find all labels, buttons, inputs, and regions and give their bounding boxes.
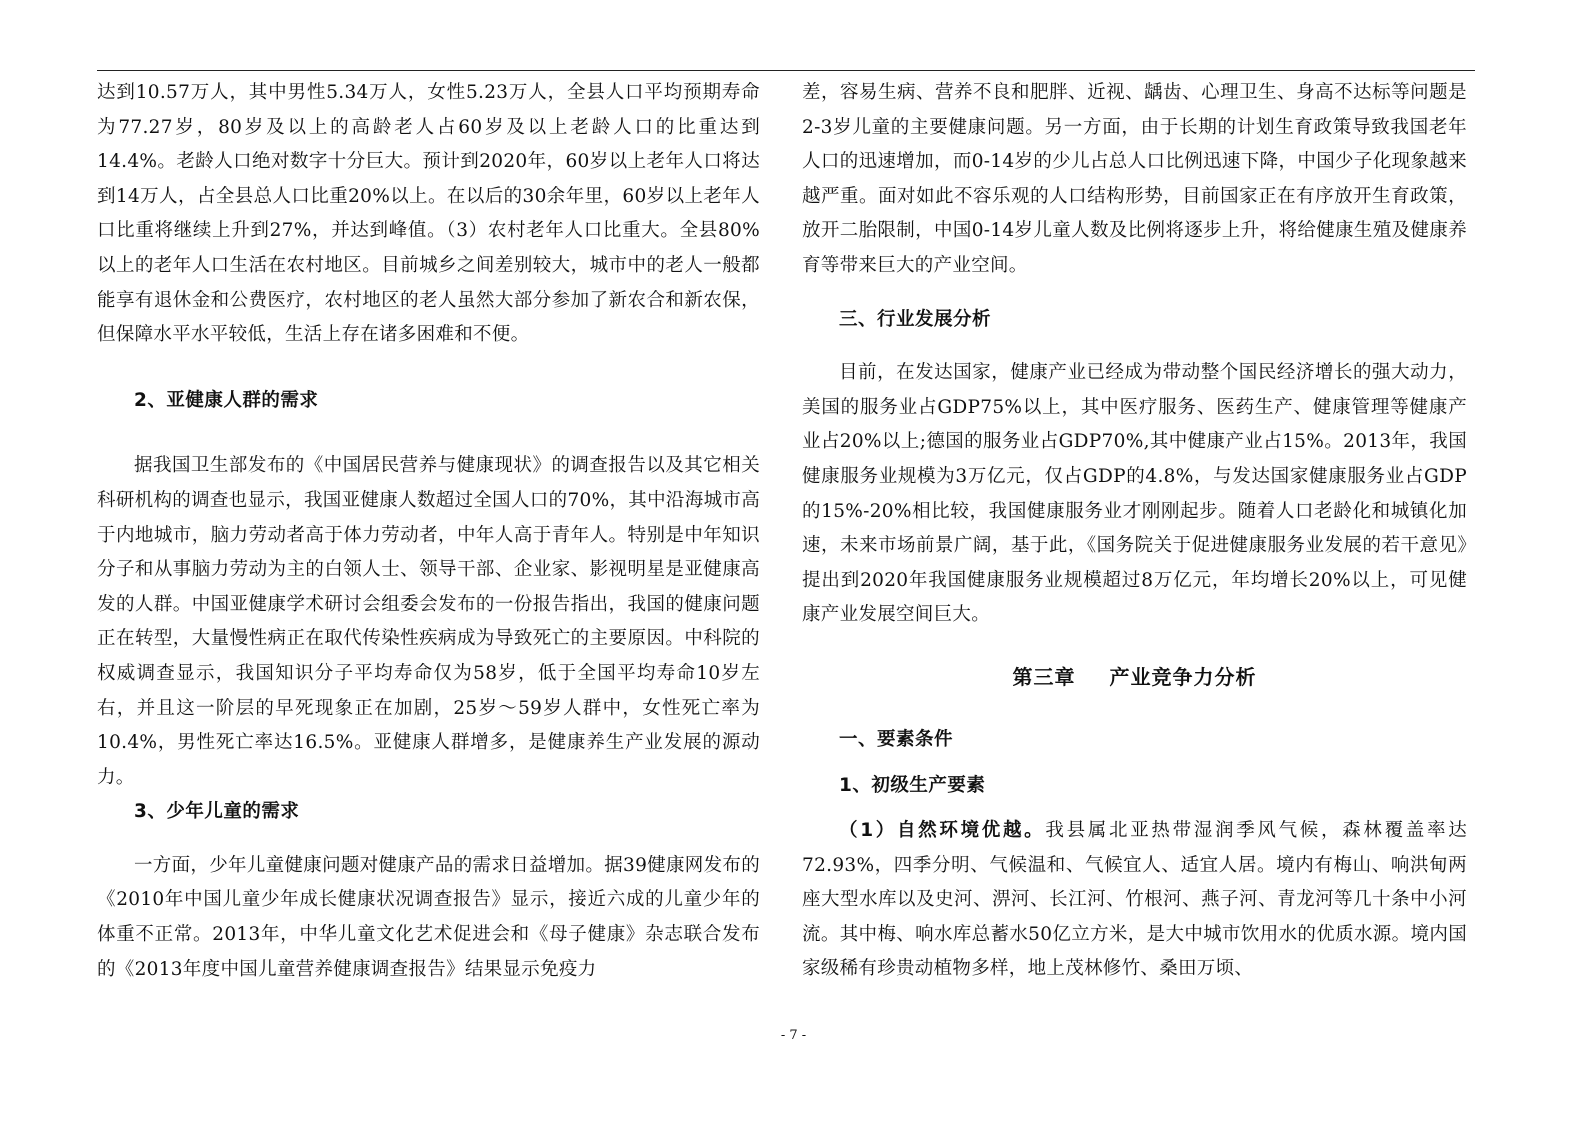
chapter-title [802,660,1467,694]
right-column [802,76,1467,987]
heading-children-demand: 3、少年儿童的需求 [134,801,300,823]
spacer [97,830,760,849]
spacer [802,337,1467,356]
spacer [802,694,1467,723]
paragraph-industry: 目前，在发达国家，健康产业已经成为带动整个国民经济增长的强大动力，美国的服务业占GDP75%以上，其中医疗服务、医药生产、健康管理等健康产业占20%以上;德国的服务业占GDP70%,其中健康产业占15%。2013年，我国健康服务业规模为3万亿元，仅占GDP的4.8%，与发达国家健康服务业占GDP的15%-20%相比较，我国健康服务业才刚刚起步。随着人口老龄化和城镇化加速，未来市场前景广阔，基于此，《国务院关于促进健康服务业发展的若干意见》提出到2020年我国健康服务业规模超过8万亿元，年均增长20%以上，可见健康产业发展空间巨大。 [802,362,1467,626]
left-column [97,76,760,987]
spacer [97,418,760,449]
lead-natural-environment: （1）自然环境优越。 [839,820,1046,842]
spacer [802,633,1467,660]
paragraph-natural-environment [802,814,1467,987]
header-rule [97,70,1475,71]
chapter-name: 产业竞争力分析 [1109,664,1257,689]
heading-factor-conditions: 一、要素条件 [839,728,954,750]
heading-industry-development: 三、行业发展分析 [839,308,992,330]
spacer [802,758,1467,769]
text-natural-environment: 我县属北亚热带湿润季风气候，森林覆盖率达72.93%，四季分明、气候温和、气候宜人、适宜人居。境内有梅山、响洪甸两座大型水库以及史河、淠河、长江河、竹根河、燕子河、青龙河等几十条中小河流。其中梅、响水库总蓄水50亿立方米，是大中城市饮用水的优质水源。境内国家级稀有珍贵动植物多样，地上茂林修竹、桑田万顷、 [802,820,1467,980]
spacer [97,353,760,384]
paragraph-children-continued: 差，容易生病、营养不良和肥胖、近视、龋齿、心理卫生、身高不达标等问题是2-3岁儿童的主要健康问题。另一方面，由于长期的计划生育政策导致我国老年人口的迅速增加，而0-14岁的少儿占总人口比例迅速下降，中国少子化现象越来越严重。面对如此不容乐观的人口结构形势，目前国家正在有序放开生育政策，放开二胎限制，中国0-14岁儿童人数及比例将逐步上升，将给健康生殖及健康养育等带来巨大的产业空间。 [802,82,1467,276]
paragraph-elderly-continued: 达到10.57万人，其中男性5.34万人，女性5.23万人，全县人口平均预期寿命为77.27岁，80岁及以上的高龄老人占60岁及以上老龄人口的比重达到14.4%。老龄人口绝对数字十分巨大。预计到2020年，60岁以上老年人口将达到14万人，占全县总人口比重20%以上。在以后的30余年里，60岁以上老年人口比重将继续上升到27%，并达到峰值。（3）农村老年人口比重大。全县80%以上的老年人口生活在农村地区。目前城乡之间差别较大，城市中的老人一般都能享有退休金和公费医疗，农村地区的老人虽然大部分参加了新农合和新农保，但保障水平水平较低，生活上存在诸多困难和不便。 [97,82,760,346]
heading-subhealth-demand: 2、亚健康人群的需求 [134,389,319,411]
paragraph-subhealth: 据我国卫生部发布的《中国居民营养与健康现状》的调查报告以及其它相关科研机构的调查也显示，我国亚健康人数超过全国人口的70%，其中沿海城市高于内地城市，脑力劳动者高于体力劳动者，中年人高于青年人。特别是中年知识分子和从事脑力劳动为主的白领人士、领导干部、企业家、影视明星是亚健康高发的人群。中国亚健康学术研讨会组委会发布的一份报告指出，我国的健康问题正在转型，大量慢性病正在取代传染性疾病成为导致死亡的主要原因。中科院的权威调查显示，我国知识分子平均寿命仅为58岁，低于全国平均寿命10岁左右，并且这一阶层的早死现象正在加剧，25岁～59岁人群中，女性死亡率为10.4%，男性死亡率达16.5%。亚健康人群增多，是健康养生产业发展的源动力。 [97,455,760,788]
heading-primary-factors: 1、初级生产要素 [839,774,986,796]
spacer [802,284,1467,303]
paragraph-children: 一方面，少年儿童健康问题对健康产品的需求日益增加。据39健康网发布的《2010年中国儿童少年成长健康状况调查报告》显示，接近六成的儿童少年的体重不正常。2013年，中华儿童文化艺术促进会和《母子健康》杂志联合发布的《2013年度中国儿童营养健康调查报告》结果显示免疫力 [97,854,760,980]
chapter-number: 第三章 [1012,664,1076,689]
spacer [802,803,1467,814]
page-number: - 7 - [780,1028,807,1043]
